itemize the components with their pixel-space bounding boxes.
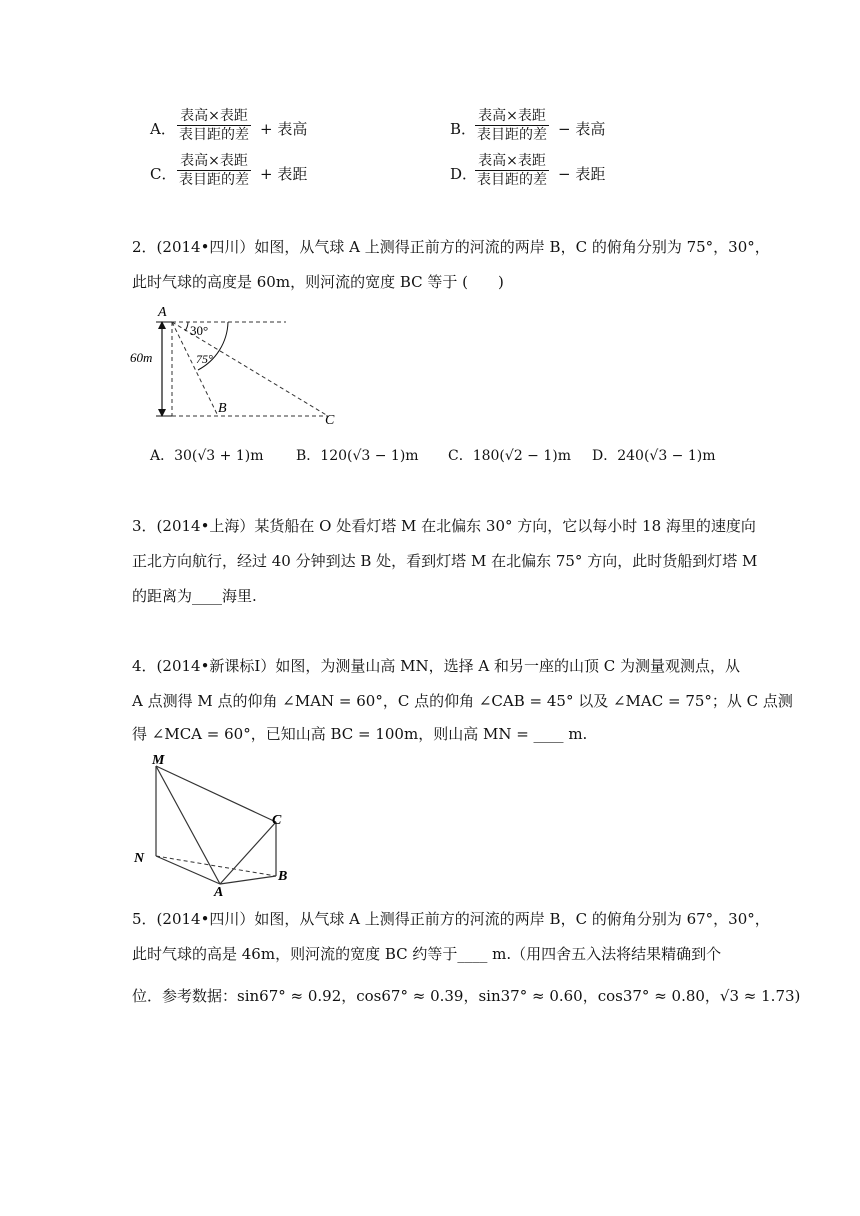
q2-text-line-2: 此时气球的高度是 60m，则河流的宽度 BC 等于 ( ) (132, 273, 504, 291)
q5-text-line-2: 此时气球的高是 46m，则河流的宽度 BC 约等于____ m.（用四舍五入法将结果精确到个 (132, 945, 722, 963)
q2-choice-c: C．180(√2 − 1)m (448, 448, 571, 464)
option-tail: − 表高 (558, 120, 606, 138)
q4-text-line-2: A 点测得 M 点的仰角 ∠MAN = 60°，C 点的仰角 ∠CAB = 45° 以及 ∠MAC = 75°；从 C 点测 (132, 692, 793, 710)
fraction-numerator: 表高×表距 (475, 152, 549, 171)
q2-choice-b: B．120(√3 − 1)m (296, 448, 419, 464)
line-mc (156, 766, 276, 822)
option-label: D． (450, 165, 478, 183)
point-label-b: B (278, 869, 288, 884)
point-label-a: A (214, 885, 224, 898)
fraction-numerator: 表高×表距 (177, 107, 251, 126)
q3-text-line-1: 3．(2014•上海）某货船在 O 处看灯塔 M 在北偏东 30° 方向，它以每小时 18 海里的速度向 (132, 517, 756, 535)
option-fraction (474, 152, 550, 189)
option-fraction (176, 107, 252, 144)
option-label: C． (150, 165, 177, 183)
height-label: 60m (130, 350, 153, 365)
fraction-numerator: 表高×表距 (475, 107, 549, 126)
option-tail: + 表距 (260, 165, 308, 183)
fraction-denominator: 表目距的差 (477, 127, 547, 143)
q5-text-line-3: 位．参考数据：sin67° ≈ 0.92，cos67° ≈ 0.39，sin37° ≈ 0.60，cos37° ≈ 0.80，√3 ≈ 1.73) (132, 987, 801, 1005)
fraction-denominator: 表目距的差 (179, 127, 249, 143)
option-label: A． (150, 120, 176, 138)
q3-text-line-2: 正北方向航行，经过 40 分钟到达 B 处，看到灯塔 M 在北偏东 75° 方向，此时货船到灯塔 M (132, 552, 758, 570)
point-label-c: C (272, 813, 282, 828)
fraction-denominator: 表目距的差 (477, 172, 547, 188)
point-label-c: C (325, 413, 335, 428)
q2-choice-d: D．240(√3 − 1)m (592, 448, 716, 464)
fraction-numerator: 表高×表距 (177, 152, 251, 171)
line-ab (220, 876, 276, 884)
line-ma (156, 766, 220, 884)
line-na (156, 856, 220, 884)
q4-text-line-3: 得 ∠MCA = 60°，已知山高 BC = 100m，则山高 MN = ____ m. (132, 725, 588, 743)
q2-text-line-1: 2．(2014•四川）如图，从气球 A 上测得正前方的河流的两岸 B，C 的俯角分别为 75°，30°， (132, 238, 770, 256)
q5-text-line-1: 5．(2014•四川）如图，从气球 A 上测得正前方的河流的两岸 B，C 的俯角分别为 67°，30°， (132, 910, 770, 928)
q2-choice-a: A．30(√3 + 1)m (150, 448, 264, 464)
option-fraction (474, 107, 550, 144)
angle-label-30: 30° (190, 323, 209, 338)
fraction-denominator: 表目距的差 (179, 172, 249, 188)
point-label-n: N (134, 851, 145, 866)
q3-text-line-3: 的距离为____海里. (132, 587, 257, 605)
option-tail: − 表距 (558, 165, 606, 183)
q2-figure (128, 300, 368, 430)
point-label-m: M (152, 753, 165, 768)
option-label: B． (450, 120, 477, 138)
line-nb (156, 856, 276, 876)
angle-label-75: 75° (196, 352, 213, 366)
option-fraction (176, 152, 252, 189)
q4-figure (128, 748, 298, 898)
point-label-b: B (218, 401, 227, 416)
q4-text-line-1: 4．(2014•新课标Ⅰ）如图，为测量山高 MN，选择 A 和另一座的山顶 C 为测量观测点，从 (132, 657, 740, 675)
point-label-a: A (158, 305, 167, 320)
angle-arc-30 (185, 322, 188, 331)
option-tail: + 表高 (260, 120, 308, 138)
